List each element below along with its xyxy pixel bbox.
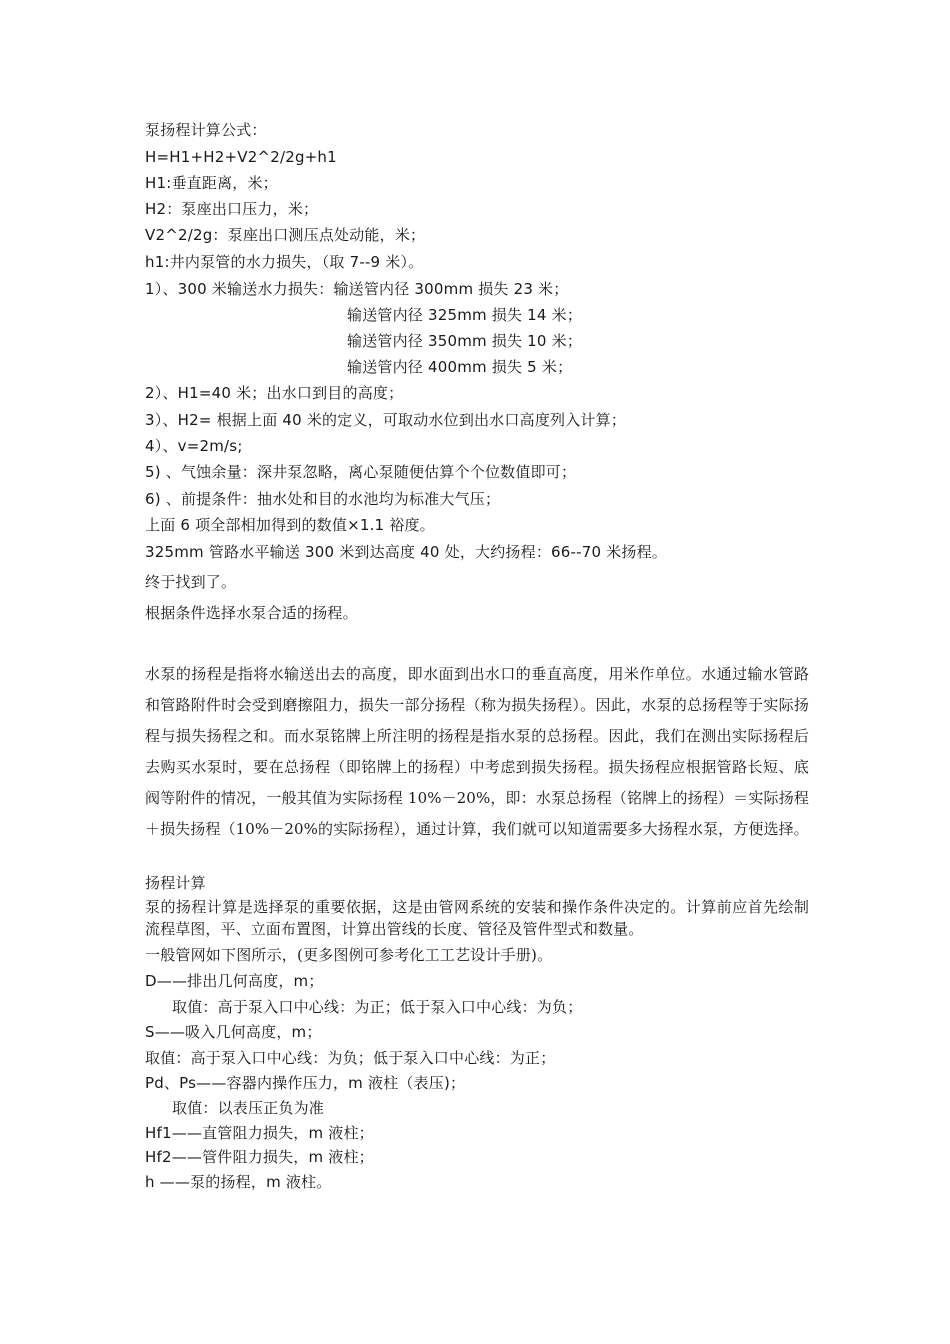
- formula: H=H1+H2+V2^2/2g+h1: [145, 148, 337, 166]
- def-pressure-value: 取值：以表压正负为准: [172, 1099, 325, 1117]
- def-d-value: 取值：高于泵入口中心线：为正；低于泵入口中心线：为负；: [172, 998, 583, 1016]
- found-note: 终于找到了。: [145, 573, 237, 591]
- def-s-value: 取值：高于泵入口中心线：为负；低于泵入口中心线：为正；: [145, 1049, 556, 1067]
- item-6: 6) 、前提条件：抽水处和目的水池均为标准大气压；: [145, 490, 501, 508]
- def-d: D——排出几何高度，m；: [145, 972, 324, 990]
- item-3: 3）、H2= 根据上面 40 米的定义，可取动水位到出水口高度列入计算；: [145, 411, 627, 429]
- item-1: 1）、300 米输送水力损失：输送管内径 300mm 损失 23 米；: [145, 280, 569, 298]
- calculation-paragraph: 泵的扬程计算是选择泵的重要依据，这是由管网系统的安装和操作条件决定的。计算前应首先绘制流程草图，平、立面布置图，计算出管线的长度、管径及管件型式和数量。: [145, 898, 809, 938]
- network-note: 一般管网如下图所示，(更多图例可参考化工工艺设计手册)。: [145, 946, 553, 964]
- def-velocity: V2^2/2g：泵座出口测压点处动能，米；: [145, 226, 426, 244]
- head-explanation-paragraph: 水泵的扬程是指将水输送出去的高度，即水面到出水口的垂直高度，用米作单位。水通过输水管路和管路附件时会受到磨擦阻力，损失一部分扬程（称为损失扬程）。因此，水泵的总扬程等于实际扬程与损失扬程之和。而水泵铭牌上所注明的扬程是指水泵的总扬程。因此，我们在测出实际扬程后去购买水泵时，要在总扬程（即铭牌上的扬程）中考虑到损失扬程。损失扬程应根据管路长短、底阀等附件的情况，一般其值为实际扬程 10%－20%，即：水泵总扬程（铭牌上的扬程）＝实际扬程＋损失扬程（10%－20%的实际扬程），通过计算，我们就可以知道需要多大扬程水泵，方便选择。: [145, 665, 809, 838]
- def-h1: H1:垂直距离，米；: [145, 174, 278, 192]
- def-hf1: Hf1——直管阻力损失，m 液柱；: [145, 1124, 374, 1142]
- def-s: S——吸入几何高度，m；: [145, 1023, 322, 1041]
- def-h1-loss: h1:井内泵管的水力损失，（取 7--9 米）。: [145, 253, 424, 271]
- def-pressure: Pd、Ps——容器内操作压力，m 液柱（表压)；: [145, 1074, 466, 1092]
- def-h: h ——泵的扬程，m 液柱。: [145, 1173, 332, 1191]
- item-2: 2）、H1=40 米；出水口到目的高度；: [145, 384, 404, 402]
- def-hf2: Hf2——管件阻力损失，m 液柱；: [145, 1148, 374, 1166]
- item-1-sub-325: 输送管内径 325mm 损失 14 米；: [347, 306, 583, 324]
- example-note: 325mm 管路水平输送 300 米到达高度 40 处，大约扬程：66--70 米扬程。: [145, 543, 667, 561]
- formula-title: 泵扬程计算公式：: [145, 121, 267, 139]
- def-h2: H2：泵座出口压力，米；: [145, 200, 319, 218]
- sum-note: 上面 6 项全部相加得到的数值×1.1 裕度。: [145, 516, 435, 534]
- item-1-sub-350: 输送管内径 350mm 损失 10 米；: [347, 332, 583, 350]
- choose-note: 根据条件选择水泵合适的扬程。: [145, 604, 358, 622]
- item-1-sub-400: 输送管内径 400mm 损失 5 米；: [347, 358, 573, 376]
- item-4: 4）、v=2m/s;: [145, 437, 243, 455]
- item-5: 5) 、气蚀余量：深井泵忽略，离心泵随便估算个个位数值即可；: [145, 463, 577, 481]
- section-title-head-calculation: 扬程计算: [145, 874, 206, 892]
